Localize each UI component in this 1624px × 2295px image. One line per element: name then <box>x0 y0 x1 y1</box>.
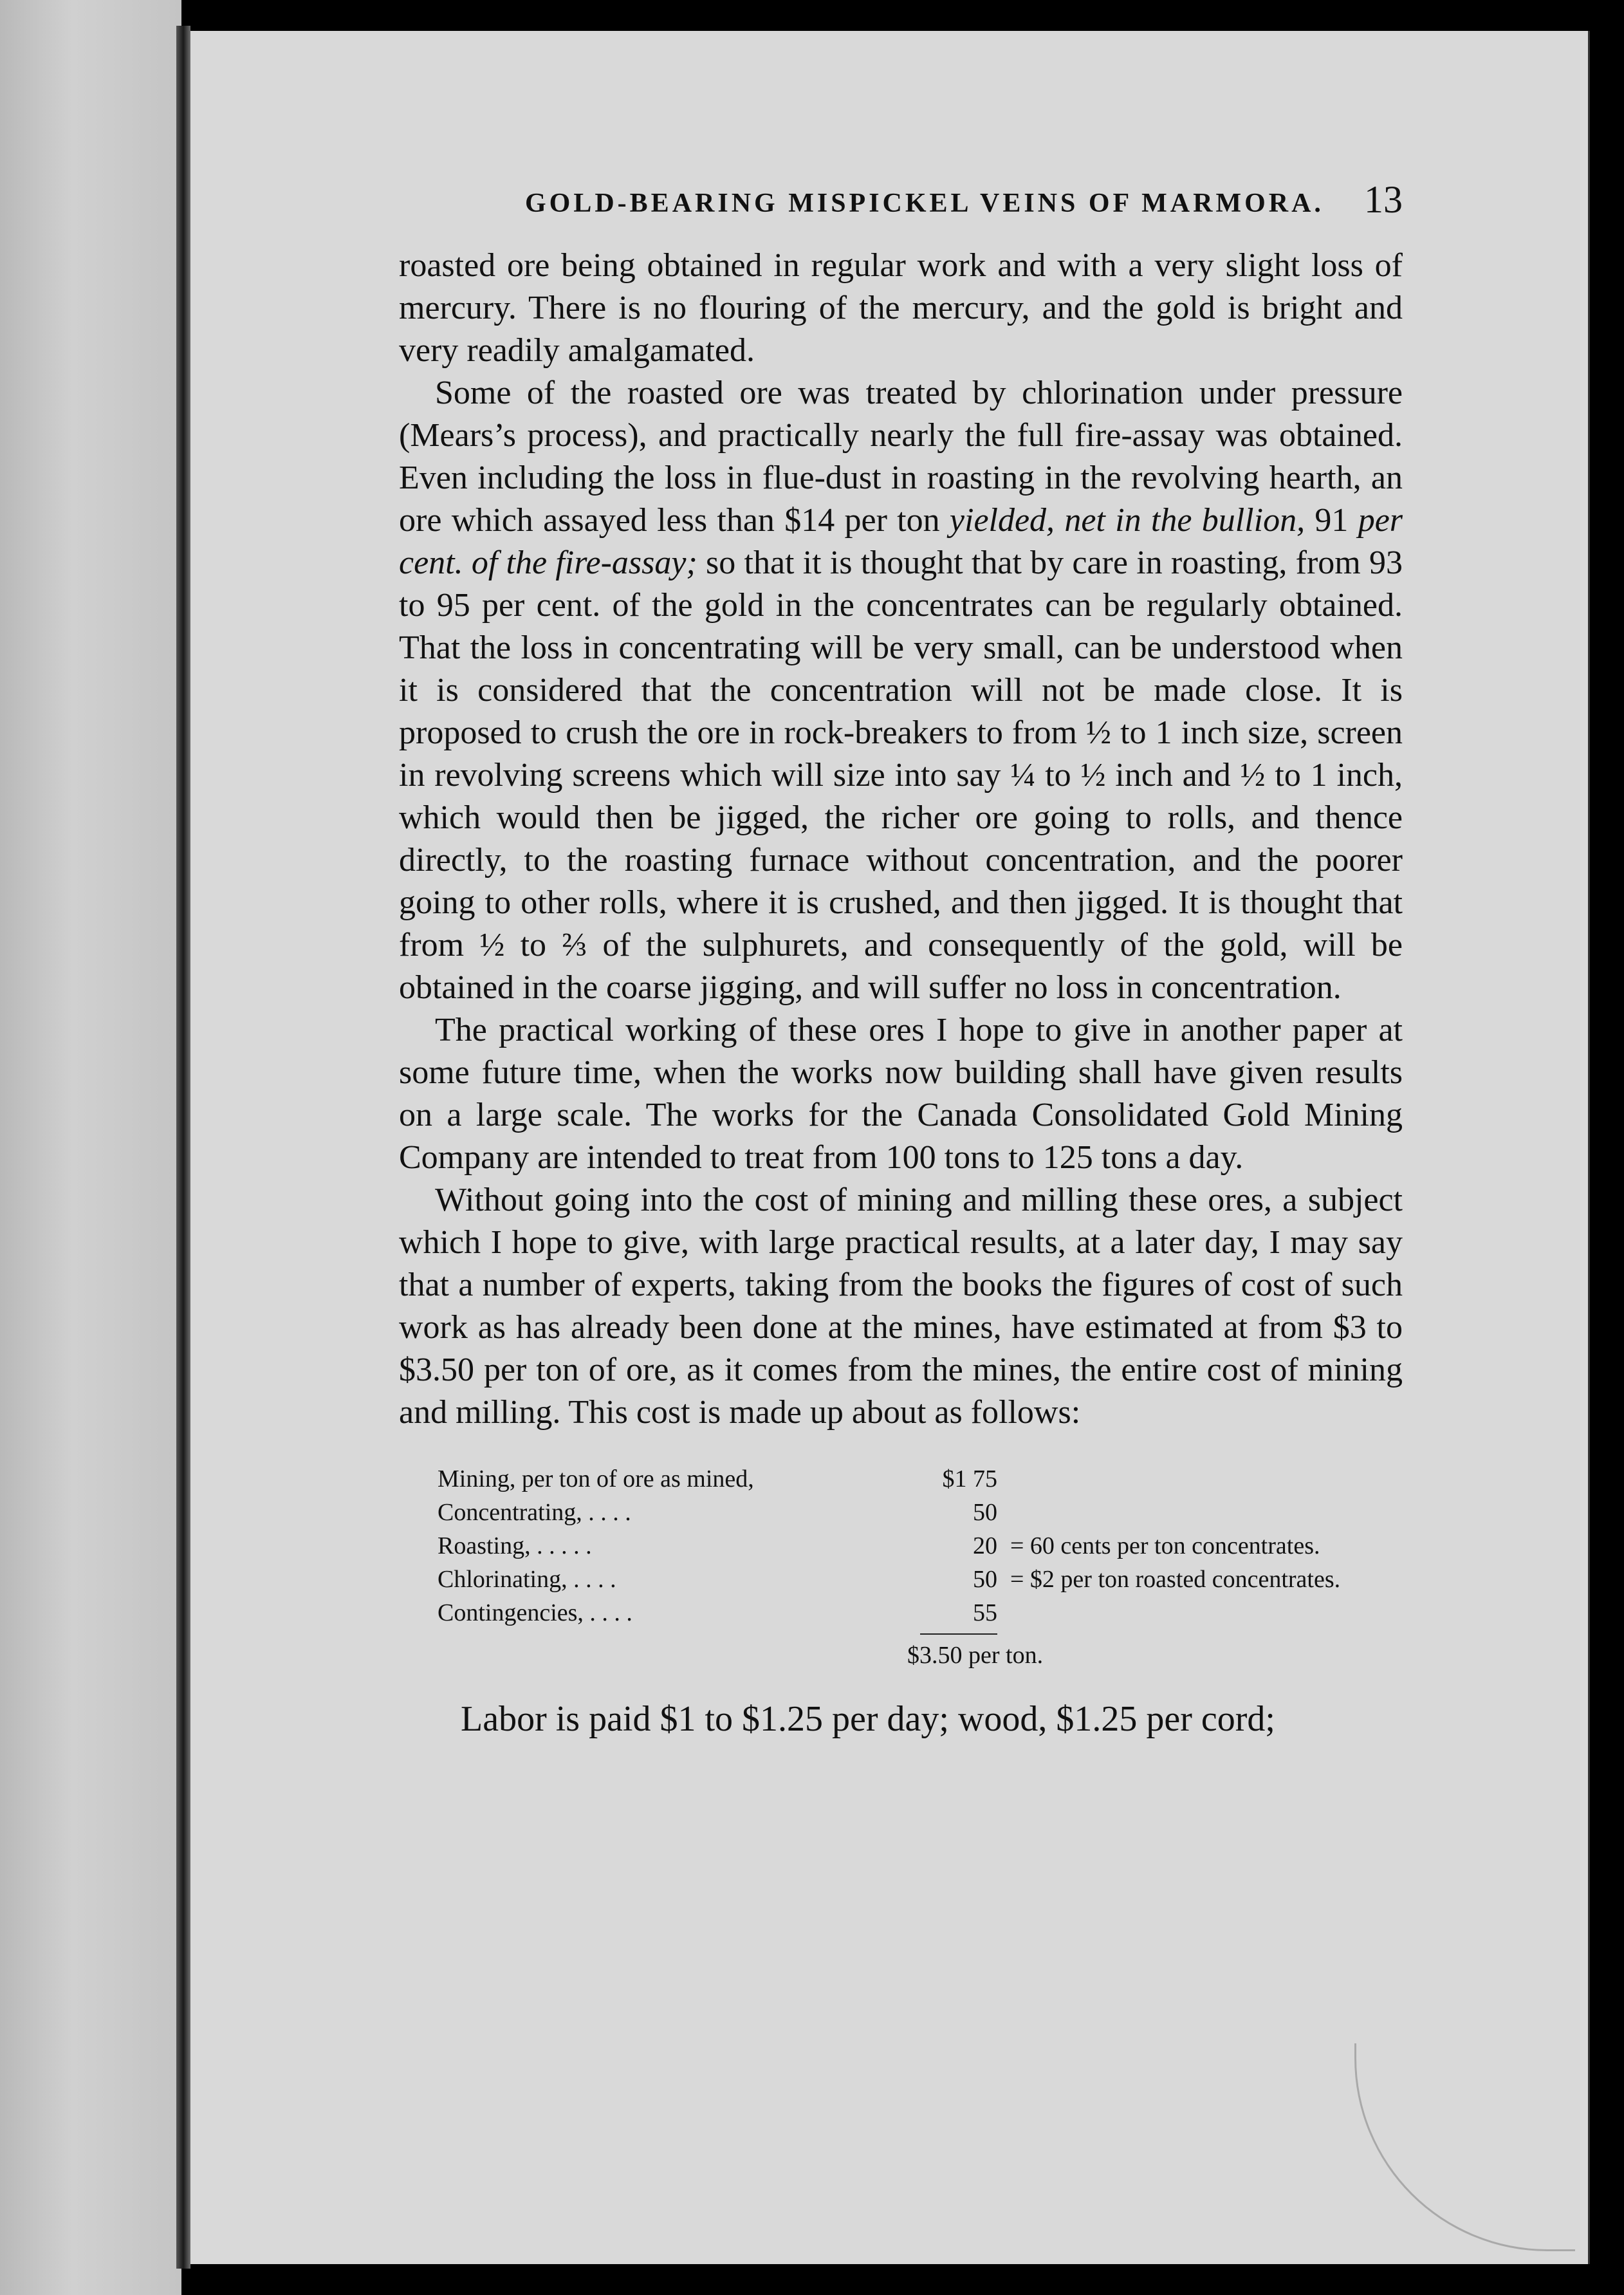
cost-row <box>438 1529 1403 1563</box>
running-title: GOLD-BEARING MISPICKEL VEINS OF MARMORA. <box>525 189 1324 218</box>
paragraph-2-part-b: 91 <box>1305 502 1358 539</box>
paragraph-2-italic-1: yielded, net in the bullion, <box>949 502 1306 539</box>
cost-item: Chlorinating, . . . . <box>438 1566 616 1593</box>
paragraph-2-part-a: Some of the roasted ore was treated by chlorination under pressure (Mears’s process), and practically nearly the full fire-assay was obtained. Even including the loss in flue-dust in roasting in the revolving hearth, an ore which assayed less than $14 per ton <box>399 375 1403 539</box>
page-number: 13 <box>1364 178 1403 221</box>
cost-amount: 50 <box>973 1499 997 1526</box>
paragraph-2 <box>399 372 1403 1009</box>
paragraph-2-part-c: so that it is thought that by care in roasting, from 93 to 95 per cent. of the gold in the concentrates can be regularly obtained. That the loss in concentrating will be very small, can be understood when it is considered that the concentration will not be made close. It is proposed to crush the ore in rock-breakers to from ½ to 1 inch size, screen in revolving screens which will size into say ¼ to ½ inch and ½ to 1 inch, which would then be jigged, the richer ore going to rolls, and thence directly, to the roasting furnace without concentration, and the poorer going to other rolls, where it is crushed, and then jigged. It is thought that from ½ to ⅔ of the sulphurets, and consequently of the gold, will be obtained in the coarse jigging, and will suffer no loss in concentration. <box>399 544 1403 1006</box>
cost-amount: 50 <box>973 1566 997 1593</box>
cost-amount: $1 75 <box>942 1465 997 1492</box>
cost-amount: 55 <box>973 1599 997 1626</box>
cost-row <box>438 1596 1403 1630</box>
cost-table <box>438 1462 1403 1672</box>
cost-item: Contingencies, . . . . <box>438 1599 632 1626</box>
facing-page-edge <box>0 0 181 2295</box>
cost-amount: 20 <box>973 1532 997 1559</box>
paragraph-3: The practical working of these ores I hope to give in another paper at some future time, when the works now building shall have given results on a large scale. The works for the Canada Consolidated Gold Mining Company are intended to treat from 100 tons to 125 tons a day. <box>399 1012 1403 1176</box>
paragraph-2-italic-2: per cent. of the fire-assay; <box>399 502 1403 581</box>
sum-rule <box>920 1633 997 1635</box>
cost-note: = 60 cents per ton concentrates. <box>1010 1532 1320 1559</box>
cost-item: Roasting, . . . . . <box>438 1532 592 1559</box>
page-corner-curl <box>1354 2043 1575 2251</box>
cost-row <box>438 1496 1403 1529</box>
cost-item: Mining, per ton of ore as mined, <box>438 1465 754 1492</box>
cost-total: $3.50 per ton. <box>907 1642 1044 1669</box>
closing-line: Labor is paid $1 to $1.25 per day; wood, $1.25 per cord; <box>461 1699 1275 1739</box>
paragraph-4: Without going into the cost of mining and milling these ores, a subject which I hope to give, with large practical results, at a later day, I may say that a number of experts, taking from the books the figures of cost of such work as has already been done at the mines, have estimated at from $3 to $3.50 per ton of ore, as it comes from the mines, the entire cost of mining and milling. This cost is made up about as follows: <box>399 1182 1403 1431</box>
cost-row <box>438 1563 1403 1596</box>
page-content <box>399 174 1403 1740</box>
book-gutter <box>176 26 190 2269</box>
cost-note: = $2 per ton roasted concentrates. <box>1010 1566 1341 1593</box>
paragraph-1: roasted ore being obtained in regular work and with a very slight loss of mercury. There is no flouring of the mercury, and the gold is bright and very readily amalgamated. <box>399 247 1403 369</box>
cost-item: Concentrating, . . . . <box>438 1499 631 1526</box>
cost-row <box>438 1462 1403 1496</box>
running-head <box>399 174 1403 245</box>
